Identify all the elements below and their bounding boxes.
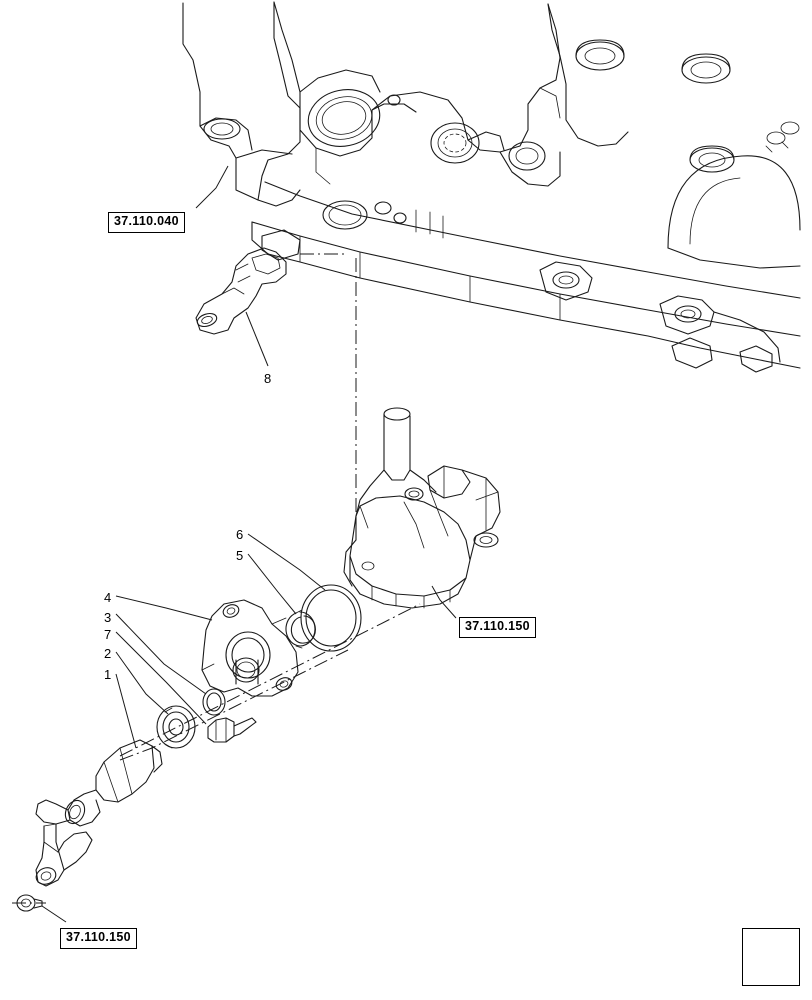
item-number-6: 6	[236, 527, 244, 542]
part-1-shift-shaft	[17, 740, 162, 911]
item-number-2: 2	[104, 646, 112, 661]
part-4-cover	[202, 600, 298, 696]
transmission-case-group	[183, 0, 800, 372]
item-number-7: 7	[104, 627, 112, 642]
part-3-seal-ring	[203, 689, 225, 715]
item-number-1: 1	[104, 667, 112, 682]
callout-ref-37-110-040[interactable]: 37.110.040	[108, 212, 185, 233]
part-7-bolt	[208, 718, 256, 742]
orientation-logo	[742, 928, 800, 986]
leader-lines	[42, 166, 456, 922]
callout-ref-37-110-150-bottom[interactable]: 37.110.150	[60, 928, 137, 949]
item-number-8: 8	[264, 371, 272, 386]
callout-ref-37-110-150-mid[interactable]: 37.110.150	[459, 617, 536, 638]
part-2-washer	[157, 706, 195, 748]
part-8-bracket	[196, 248, 286, 334]
shift-tower-group	[344, 408, 500, 608]
item-number-5: 5	[236, 548, 244, 563]
item-number-3: 3	[104, 610, 112, 625]
item-number-4: 4	[104, 590, 112, 605]
